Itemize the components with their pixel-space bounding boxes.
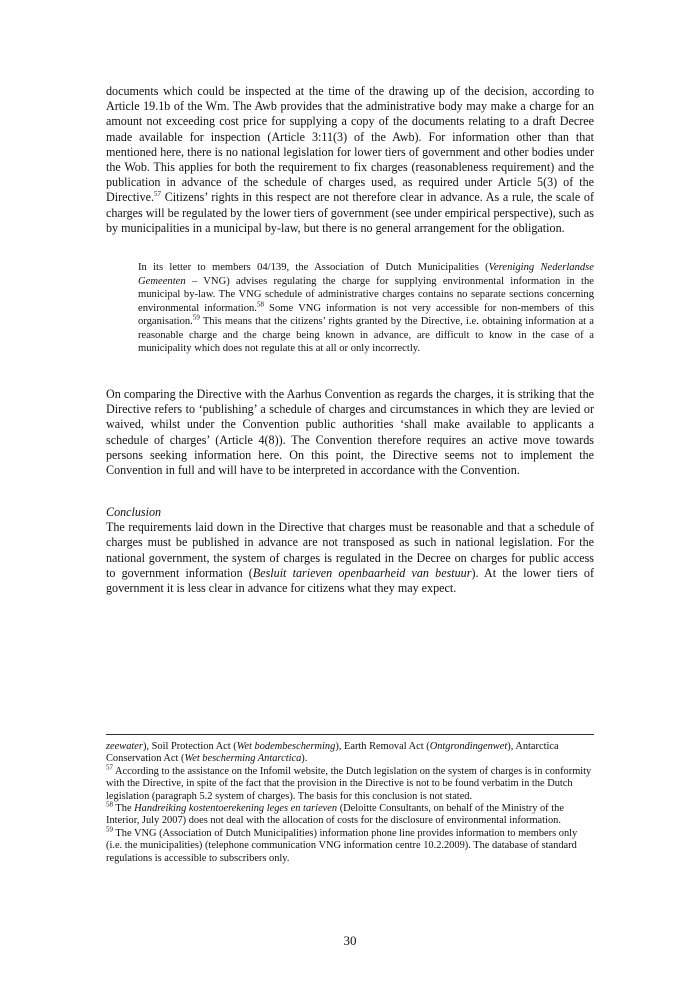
footnote-italic: Wet bodembescherming	[236, 741, 336, 752]
footnote-58	[106, 800, 594, 828]
quote-text: This means that the citizens’ rights granted by the Directive, i.e. obtaining information at a reasonable charge and the charge being known in advance, are difficult to know in the case of a municipality which does not regulate this at all or only incorrectly.	[138, 316, 594, 354]
block-quote-vng	[138, 261, 594, 356]
footnote-text: The	[113, 803, 135, 815]
page-number: 30	[343, 933, 357, 948]
paragraph-aarhus-comparison: On comparing the Directive with the Aarhus Convention as regards the charges, it is striking that the Directive refers to ‘publishing’ a schedule of charges and circumstances in which they are levied or waived, whilst under the Convention public authorities ‘shall make available to applicants a schedule of charges’ (Article 4(8)). The Convention therefore requires an active move towards persons seeking information here. On this point, the Directive seems not to implement the Convention in full and will have to be interpreted in accordance with the Convention.	[106, 387, 594, 478]
quote-text: – VNG) advises regulating the charge for supplying environmental information in the municipal by-law. The VNG schedule of administrative charges contains no separate sections concerning environmental information.	[138, 275, 594, 314]
footnote-text: The VNG (Association of Dutch Municipalities) information phone line provides information to members only (i.e. the municipalities) (telephone communication VNG information centre 10.2.2009). The database of standard regulations is accessible to subscribers only.	[106, 827, 578, 864]
conclusion-paragraph	[106, 520, 594, 596]
footnote-number: 58	[106, 800, 113, 809]
paragraph-text: Citizens’ rights in this respect are not therefore clear in advance. As a rule, the scale of charges will be regulated by the lower tiers of government (see under empirical perspective), such as by municipalities in a municipal by-law, but there is no general arrangement for the obligation.	[106, 190, 594, 235]
conclusion-section	[106, 505, 594, 596]
conclusion-italic-title: Besluit tarieven openbaarheid van bestuur	[252, 565, 472, 580]
footnote-italic: zeewater	[106, 741, 143, 752]
footnote-text: (Deloitte Consultants, on behalf of the Ministry of the Interior, July 2007) does not deal with the allocation of costs for the disclosure of environmental information.	[106, 803, 564, 827]
quote-text: In its letter to members 04/139, the Association of Dutch Municipalities (	[138, 262, 489, 273]
footnote-text: ).	[301, 753, 308, 765]
footnote-italic: Ontgrondingenwet	[429, 741, 508, 752]
footnote-ref-58[interactable]: 58	[256, 299, 264, 308]
footnote-text: ), Antarctica Conservation Act (	[106, 741, 559, 765]
quote-italic-name: Vereniging Nederlandse Gemeenten	[138, 262, 594, 287]
paragraph-text: documents which could be inspected at the time of the drawing up of the decision, according to Article 19.1b of the Wm. The Awb provides that the administrative body may make a charge for an amount not exceeding cost price for supplying a copy of the documents relating to a draft Decree made available for inspection (Article 3:11(3) of the Awb). For information other than that mentioned here, there is no national legislation for lower tiers of government and other bodies under the Wob. This applies for both the requirement to fix charges (reasonableness requirement) and the publication in advance of the schedule of charges used, as required under Article 5(3) of the Directive.	[106, 84, 594, 205]
footnote-separator	[106, 734, 594, 735]
footnote-59	[106, 825, 594, 865]
footnote-ref-59[interactable]: 59	[192, 313, 200, 322]
footnote-number: 57	[106, 763, 113, 772]
quote-text: Some VNG information is not very accessible for non-members of this organisation.	[138, 302, 594, 327]
conclusion-text: The requirements laid down in the Directive that charges must be reasonable and that a schedule of charges must be published in advance are not transposed as such in national legislation. For the national government, the system of charges is regulated in the Decree on charges for public access to government information (	[106, 520, 594, 580]
footnote-text: According to the assistance on the Infomil website, the Dutch legislation on the system of charges is in conformity with the Directive, in spite of the fact that the provision in the Directive is not to be found verbatim in the Dutch legislation (paragraph 5.2 system of charges). The basis for this conclusion is not stated.	[106, 765, 592, 802]
footnote-number: 59	[106, 825, 113, 834]
footnote-italic: Wet bescherming Antarctica	[184, 753, 302, 765]
paragraph-charges-legislation	[106, 84, 594, 236]
footnote-continuation	[106, 741, 594, 766]
footnote-text: ), Earth Removal Act (	[335, 741, 430, 752]
footnotes	[106, 741, 594, 865]
footnote-text: ), Soil Protection Act (	[142, 741, 237, 752]
conclusion-text: ). At the lower tiers of government it is less clear in advance for citizens what they may expect.	[106, 565, 594, 596]
footnote-italic: Handreiking kostentoerekening leges en tarieven	[134, 803, 338, 815]
conclusion-heading: Conclusion	[106, 505, 162, 519]
footnote-57	[106, 763, 594, 803]
footnote-ref-57[interactable]: 57	[154, 190, 162, 199]
